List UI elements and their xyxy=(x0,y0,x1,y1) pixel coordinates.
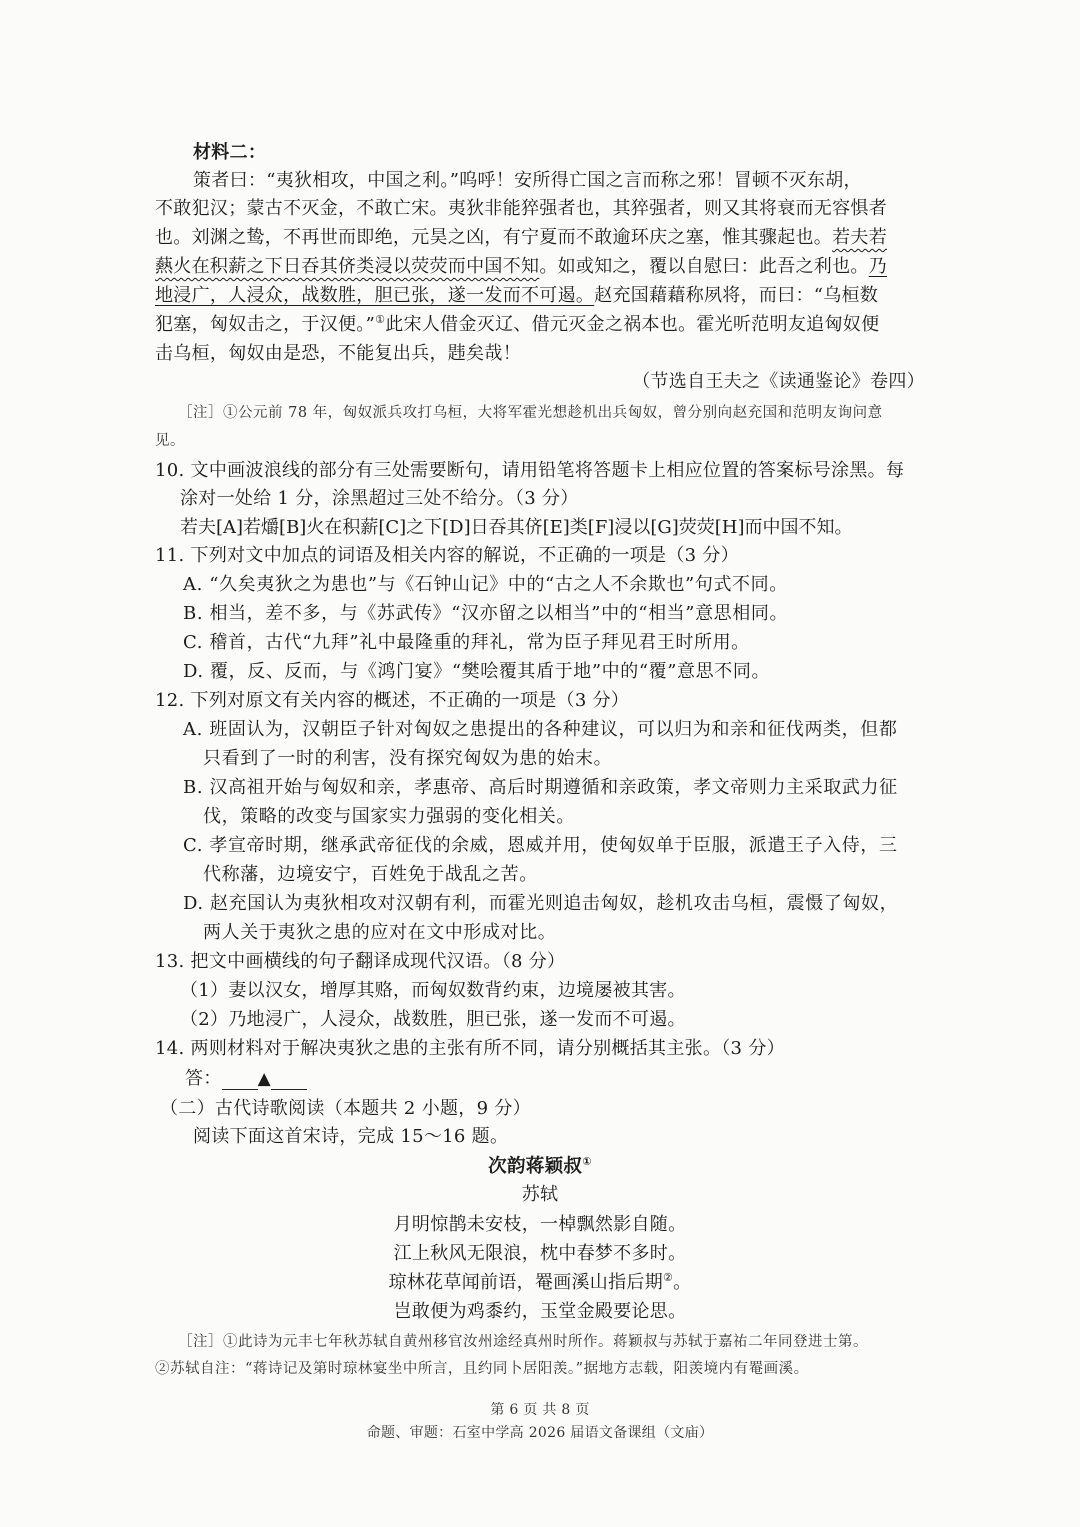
material-title: 材料二： xyxy=(193,142,267,163)
wavy-segment: 若夫若 xyxy=(832,227,888,248)
q11-option-a: A. “久矣夷狄之为患也”与《石钟山记》中的“古之人不余欺也”句式不同。 xyxy=(183,574,788,595)
note-2-line-1: ［注］①此诗为元丰七年秋苏轼自黄州移官汝州途经真州时所作。蒋颖叔与苏轼于嘉祐二年同登进士第。 xyxy=(178,1334,868,1350)
passage-source: （节选自王夫之《读通鉴论》卷四） xyxy=(632,371,925,392)
note-2-line-2: ②苏轼自注：“蒋诗记及第时琼林宴坐中所言，且约同卜居阳羡。”据地方志载，阳羡境内有罨画溪。 xyxy=(155,1361,809,1377)
q14-answer-line xyxy=(185,1068,307,1090)
q12-option-a-line-1: A. 班固认为，汉朝臣子针对匈奴之患提出的各种建议，可以归为和亲和征伐两类，但都 xyxy=(183,719,898,740)
answer-triangle-icon: ▲ xyxy=(257,1069,271,1089)
q11-stem: 11. 下列对文中加点的词语及相关内容的解说，不正确的一项是（3 分） xyxy=(155,545,740,566)
q12-option-c-line-2: 代称藩，边境安宁，百姓免于战乱之苦。 xyxy=(203,864,538,885)
footnote-mark: ② xyxy=(663,1271,674,1284)
passage-line-3: 也。刘渊之鸷，不再世而即绝，元昊之凶，有宁夏而不敢逾环庆之塞，惟其骤起也。若夫若 xyxy=(155,227,888,248)
q11-option-d: D. 覆，反、反而，与《鸿门宴》“樊哙覆其盾于地”中的“覆”意思不同。 xyxy=(183,661,771,682)
footer-credit: 命题、审题：石室中学高 2026 届语文备课组（文庙） xyxy=(366,1425,714,1441)
q13-stem: 13. 把文中画横线的句子翻译成现代汉语。（8 分） xyxy=(155,951,566,972)
wavy-segment: 爇火在积薪之下日吞其侪类浸以荧荧而中国不知 xyxy=(155,256,540,277)
passage-line-5: 地浸广，人浸众，战数胜，胆已张，遂一发而不可遏。赵充国藉藉称夙将，而曰：“乌桓数 xyxy=(155,285,879,306)
q13-sentence-2: （2）乃地浸广，人浸众，战数胜，胆已张，遂一发而不可遏。 xyxy=(180,1009,686,1030)
q11-option-b: B. 相当，差不多，与《苏武传》“汉亦留之以相当”中的“相当”意思相同。 xyxy=(183,603,789,624)
section-2-instruction: 阅读下面这首宋诗，完成 15～16 题。 xyxy=(193,1126,509,1147)
q13-sentence-1: （1）妻以汉女，增厚其赂，而匈奴数背约束，边境屡被其害。 xyxy=(180,980,686,1001)
footnote-mark: ① xyxy=(375,313,386,326)
section-2-title: （二）古代诗歌阅读（本题共 2 小题，9 分） xyxy=(160,1098,531,1119)
note-1-line-2: 见。 xyxy=(155,433,185,449)
poem-author: 苏轼 xyxy=(521,1184,559,1205)
q12-stem: 12. 下列对原文有关内容的概述，不正确的一项是（3 分） xyxy=(155,690,630,711)
footnote-mark: ① xyxy=(582,1154,592,1168)
poem-title: 次韵蒋颖叔① xyxy=(488,1154,592,1177)
answer-label: 答： xyxy=(185,1068,222,1089)
answer-blank-right[interactable] xyxy=(271,1069,307,1090)
poem-line-4: 岂敢便为鸡黍约，玉堂金殿要论思。 xyxy=(393,1301,687,1322)
q10-options: 若夫[A]若爝[B]火在积薪[C]之下[D]日吞其侪[E]类[F]浸以[G]荧荧[H]而中国不知。 xyxy=(180,517,853,538)
poem-line-3: 琼林花草闻前语，罨画溪山指后期②。 xyxy=(388,1271,692,1293)
passage-line-4: 爇火在积薪之下日吞其侪类浸以荧荧而中国不知。如或知之，覆以自慰曰：此吾之利也。乃 xyxy=(155,256,888,277)
answer-blank-left[interactable] xyxy=(222,1069,258,1090)
note-1-line-1: ［注］①公元前 78 年，匈奴派兵攻打乌桓，大将军霍光想趁机出兵匈奴，曾分别向赵充国和范明友询问意 xyxy=(178,405,883,421)
q14-stem: 14. 两则材料对于解决夷狄之患的主张有所不同，请分别概括其主张。（3 分） xyxy=(155,1038,785,1059)
passage-line-7: 击乌桓，匈奴由是恐，不能复出兵，韪矣哉！ xyxy=(155,343,521,364)
underlined-segment: 乃 xyxy=(868,256,888,277)
poem-line-1: 月明惊鹊未安枝，一棹飘然影自随。 xyxy=(393,1214,687,1235)
underlined-segment: 地浸广，人浸众，战数胜，胆已张，遂一发而不可遏。 xyxy=(155,285,595,306)
page-number: 第 6 页 共 8 页 xyxy=(490,1402,590,1418)
q11-option-c: C. 稽首，古代“九拜”礼中最隆重的拜礼，常为臣子拜见君王时所用。 xyxy=(183,632,750,653)
q10-stem-line-2: 涂对一处给 1 分，涂黑超过三处不给分。（3 分） xyxy=(180,488,579,509)
q12-option-b-line-2: 伐，策略的改变与国家实力强弱的变化相关。 xyxy=(203,806,575,827)
passage-line-2: 不敢犯汉；蒙古不灭金，不敢亡宋。夷狄非能猝强者也，其猝强者，则又其将衰而无容惧者 xyxy=(155,198,887,219)
q10-stem-line-1: 10. 文中画波浪线的部分有三处需要断句，请用铅笔将答题卡上相应位置的答案标号涂黑。每 xyxy=(155,460,905,481)
q12-option-d-line-2: 两人关于夷狄之患的应对在文中形成对比。 xyxy=(203,922,557,943)
q12-option-b-line-1: B. 汉高祖开始与匈奴和亲，孝惠帝、高后时期遵循和亲政策，孝文帝则力主采取武力征 xyxy=(183,777,898,798)
q12-option-c-line-1: C. 孝宣帝时期，继承武帝征伐的余威，恩威并用，使匈奴单于臣服，派遣王子入侍，三 xyxy=(183,835,898,856)
passage-line-6: 犯塞，匈奴击之，于汉便。”①此宋人借金灭辽、借元灭金之祸本也。霍光听范明友追匈奴便 xyxy=(155,313,880,335)
poem-line-2: 江上秋风无限浪，枕中春梦不多时。 xyxy=(393,1243,687,1264)
q12-option-a-line-2: 只看到了一时的利害，没有探究匈奴为患的始末。 xyxy=(203,748,613,769)
passage-line-1: 策者曰：“夷狄相攻，中国之利。”呜呼！安所得亡国之言而称之邪！冒顿不灭东胡， xyxy=(193,170,862,191)
q12-option-d-line-1: D. 赵充国认为夷狄相攻对汉朝有利，而霍光则追击匈奴，趁机攻击乌桓，震慑了匈奴， xyxy=(183,893,899,914)
